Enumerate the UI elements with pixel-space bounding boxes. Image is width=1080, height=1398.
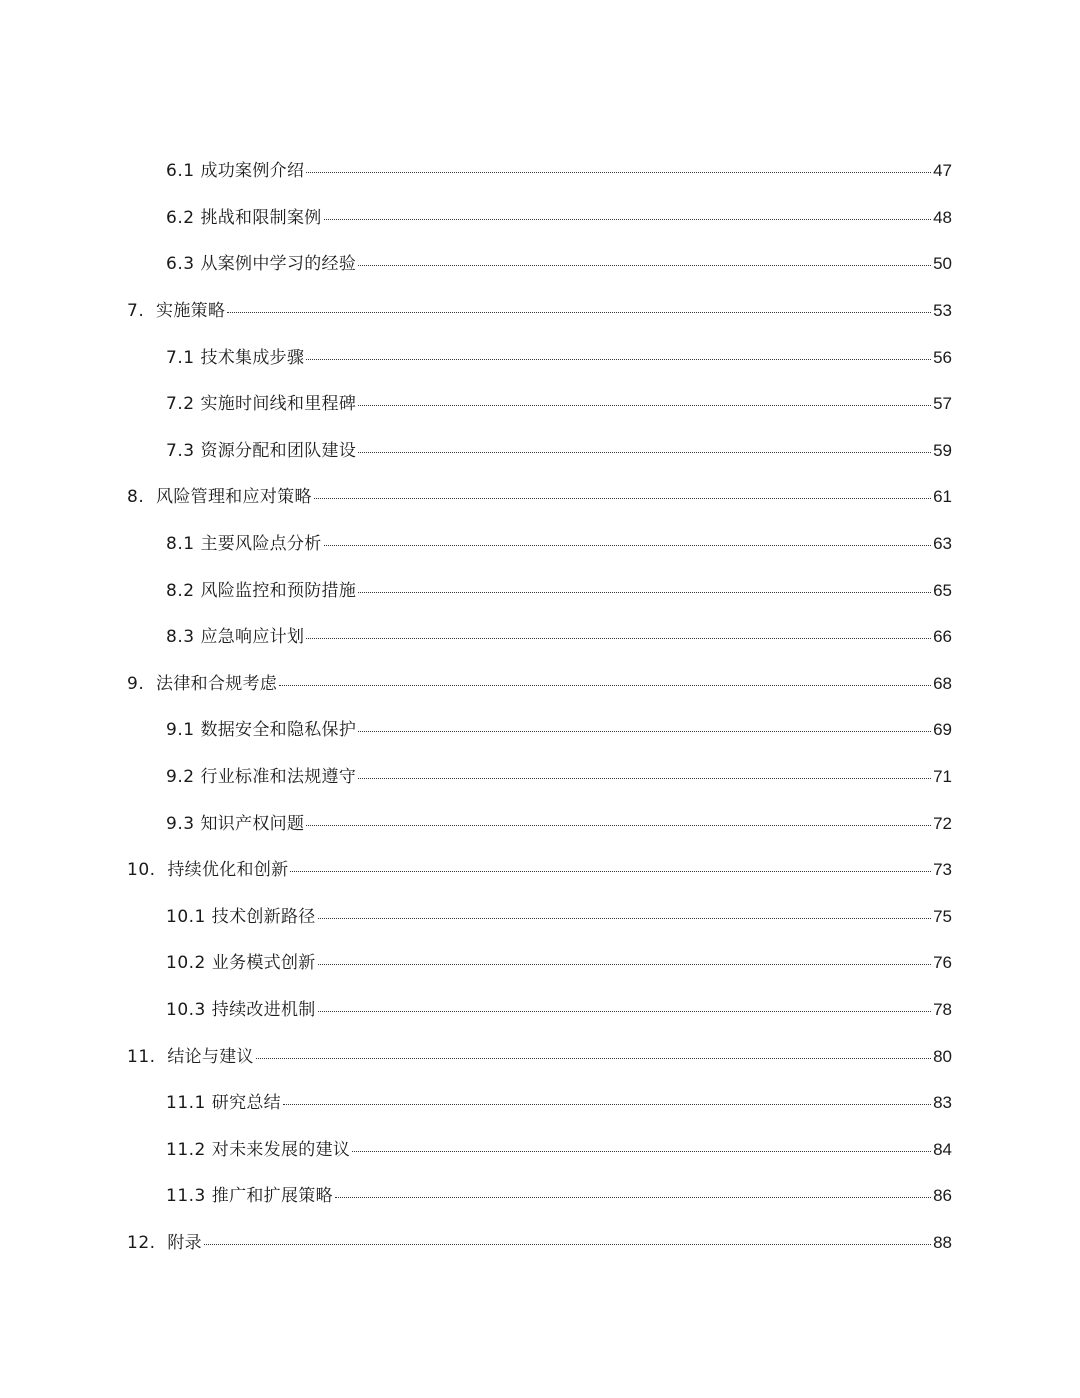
toc-entry-title: 成功案例介绍	[200, 161, 305, 182]
toc-entry-page-number: 61	[933, 487, 952, 507]
toc-dot-leader	[352, 1151, 931, 1152]
toc-entry-number: 6.3	[166, 254, 195, 275]
toc-entry[interactable]	[0, 474, 1080, 521]
toc-entry-number: 11.	[127, 1046, 156, 1067]
toc-entry-line	[166, 908, 952, 926]
toc-entry-line	[127, 675, 952, 693]
toc-entry-number: 11.3	[166, 1186, 206, 1207]
toc-entry[interactable]	[0, 195, 1080, 242]
toc-entry-number: 8.1	[166, 534, 195, 555]
toc-entry-page-number: 59	[933, 440, 952, 460]
toc-entry-page-number: 83	[933, 1093, 952, 1113]
toc-entry[interactable]	[0, 661, 1080, 708]
toc-entry-line	[166, 255, 952, 273]
toc-entry-title: 应急响应计划	[200, 627, 305, 648]
toc-entry-page-number: 84	[933, 1139, 952, 1159]
toc-entry-title: 知识产权问题	[200, 813, 305, 834]
toc-entry-page-number: 68	[933, 673, 952, 693]
toc-entry-number: 8.	[127, 487, 145, 508]
toc-entry-line	[166, 628, 952, 646]
toc-entry-page-number: 66	[933, 627, 952, 647]
toc-entry[interactable]	[0, 987, 1080, 1034]
toc-entry-line	[127, 861, 952, 879]
toc-dot-leader	[318, 918, 932, 919]
toc-dot-leader	[318, 964, 932, 965]
toc-entry-page-number: 86	[933, 1186, 952, 1206]
toc-entry-line	[166, 1141, 952, 1159]
toc-entry-title: 技术集成步骤	[200, 347, 305, 368]
toc-entry-title: 业务模式创新	[211, 953, 316, 974]
toc-entry-number: 10.1	[166, 906, 206, 927]
toc-entry[interactable]	[0, 148, 1080, 195]
toc-entry[interactable]	[0, 940, 1080, 987]
toc-entry-page-number: 48	[933, 207, 952, 227]
toc-entry-title: 技术创新路径	[211, 906, 316, 927]
toc-entry-page-number: 53	[933, 301, 952, 321]
toc-entry-line	[166, 395, 952, 413]
toc-entry[interactable]	[0, 754, 1080, 801]
toc-dot-leader	[358, 731, 931, 732]
toc-entry-number: 8.3	[166, 627, 195, 648]
toc-entry-line	[166, 209, 952, 227]
toc-entry-line	[166, 582, 952, 600]
toc-entry[interactable]	[0, 1080, 1080, 1127]
toc-entry-title: 研究总结	[211, 1093, 281, 1114]
toc-entry-number: 11.2	[166, 1139, 206, 1160]
toc-entry[interactable]	[0, 381, 1080, 428]
toc-entry-title: 推广和扩展策略	[211, 1186, 333, 1207]
toc-entry-spacer	[144, 303, 156, 320]
toc-entry-spacer	[156, 862, 168, 879]
toc-entry-line	[166, 768, 952, 786]
toc-entry-page-number: 69	[933, 720, 952, 740]
toc-dot-leader	[306, 359, 931, 360]
toc-dot-leader	[358, 452, 931, 453]
toc-dot-leader	[324, 545, 932, 546]
toc-entry-line	[166, 1187, 952, 1205]
toc-dot-leader	[318, 1011, 932, 1012]
toc-entry-title: 数据安全和隐私保护	[200, 720, 357, 741]
table-of-contents	[0, 148, 1080, 1266]
toc-dot-leader	[324, 219, 932, 220]
toc-entry-title: 实施时间线和里程碑	[200, 394, 357, 415]
toc-entry-number: 7.3	[166, 440, 195, 461]
toc-entry-page-number: 80	[933, 1046, 952, 1066]
toc-dot-leader	[306, 825, 931, 826]
toc-entry[interactable]	[0, 800, 1080, 847]
toc-entry-line	[166, 442, 952, 460]
toc-entry-page-number: 47	[933, 161, 952, 181]
toc-entry[interactable]	[0, 1033, 1080, 1080]
toc-dot-leader	[314, 498, 931, 499]
toc-entry-title: 主要风险点分析	[200, 534, 322, 555]
toc-dot-leader	[256, 1058, 931, 1059]
toc-entry-number: 11.1	[166, 1093, 206, 1114]
toc-entry-number: 9.	[127, 673, 145, 694]
toc-entry[interactable]	[0, 894, 1080, 941]
toc-entry-page-number: 76	[933, 953, 952, 973]
toc-entry-spacer	[156, 1235, 168, 1252]
toc-entry-line	[166, 815, 952, 833]
toc-dot-leader	[279, 685, 931, 686]
toc-entry-number: 9.2	[166, 767, 195, 788]
toc-entry-title: 法律和合规考虑	[156, 673, 278, 694]
toc-entry-title: 风险监控和预防措施	[200, 580, 357, 601]
toc-entry-line	[166, 349, 952, 367]
toc-entry-title: 从案例中学习的经验	[200, 254, 357, 275]
toc-dot-leader	[358, 592, 931, 593]
toc-entry-spacer	[144, 676, 156, 693]
toc-dot-leader	[335, 1197, 931, 1198]
toc-entry-title: 对未来发展的建议	[211, 1139, 351, 1160]
toc-dot-leader	[306, 172, 931, 173]
toc-entry-page-number: 63	[933, 534, 952, 554]
toc-entry-page-number: 65	[933, 580, 952, 600]
toc-entry-line	[166, 1001, 952, 1019]
toc-dot-leader	[204, 1244, 931, 1245]
toc-entry-number: 9.3	[166, 813, 195, 834]
toc-entry-number: 10.	[127, 860, 156, 881]
toc-entry[interactable]	[0, 567, 1080, 614]
toc-entry-page-number: 72	[933, 813, 952, 833]
toc-entry-line	[127, 1048, 952, 1066]
toc-dot-leader	[358, 778, 931, 779]
toc-entry[interactable]	[0, 428, 1080, 475]
toc-dot-leader	[358, 265, 931, 266]
toc-entry[interactable]	[0, 241, 1080, 288]
toc-entry[interactable]	[0, 847, 1080, 894]
toc-entry-number: 9.1	[166, 720, 195, 741]
toc-entry[interactable]	[0, 288, 1080, 335]
toc-entry[interactable]	[0, 1220, 1080, 1267]
toc-dot-leader	[358, 405, 931, 406]
toc-entry-line	[166, 535, 952, 553]
toc-entry-title: 结论与建议	[167, 1046, 254, 1067]
toc-entry-number: 7.1	[166, 347, 195, 368]
toc-entry-number: 6.2	[166, 207, 195, 228]
toc-entry-line	[166, 1094, 952, 1112]
toc-entry-line	[127, 488, 952, 506]
toc-entry-spacer	[144, 489, 156, 506]
toc-entry-line	[166, 721, 952, 739]
toc-entry[interactable]	[0, 521, 1080, 568]
toc-entry-page-number: 73	[933, 860, 952, 880]
toc-dot-leader	[227, 312, 931, 313]
toc-entry-number: 7.	[127, 301, 145, 322]
toc-dot-leader	[283, 1104, 931, 1105]
toc-entry-title: 行业标准和法规遵守	[200, 767, 357, 788]
toc-entry-page-number: 57	[933, 394, 952, 414]
toc-entry-title: 资源分配和团队建设	[200, 440, 357, 461]
toc-entry-number: 7.2	[166, 394, 195, 415]
toc-entry-number: 6.1	[166, 161, 195, 182]
toc-entry-line	[127, 1234, 952, 1252]
toc-entry-page-number: 78	[933, 999, 952, 1019]
toc-entry[interactable]	[0, 1126, 1080, 1173]
toc-entry-title: 附录	[167, 1232, 202, 1253]
toc-entry-line	[127, 302, 952, 320]
toc-entry[interactable]	[0, 707, 1080, 754]
toc-entry-line	[166, 954, 952, 972]
toc-entry[interactable]	[0, 334, 1080, 381]
toc-entry-title: 持续优化和创新	[167, 860, 289, 881]
toc-entry-spacer	[156, 1049, 168, 1066]
toc-entry-number: 10.2	[166, 953, 206, 974]
toc-entry-page-number: 75	[933, 906, 952, 926]
toc-entry[interactable]	[0, 1173, 1080, 1220]
toc-dot-leader	[290, 871, 931, 872]
toc-entry-title: 风险管理和应对策略	[156, 487, 312, 508]
toc-entry-number: 12.	[127, 1232, 156, 1253]
toc-entry[interactable]	[0, 614, 1080, 661]
toc-entry-line	[166, 162, 952, 180]
toc-entry-title: 持续改进机制	[211, 999, 316, 1020]
toc-entry-page-number: 56	[933, 347, 952, 367]
toc-dot-leader	[306, 638, 931, 639]
toc-entry-page-number: 50	[933, 254, 952, 274]
toc-entry-title: 挑战和限制案例	[200, 207, 322, 228]
toc-entry-page-number: 71	[933, 767, 952, 787]
toc-entry-number: 8.2	[166, 580, 195, 601]
toc-entry-title: 实施策略	[156, 301, 226, 322]
toc-entry-number: 10.3	[166, 999, 206, 1020]
toc-entry-page-number: 88	[933, 1232, 952, 1252]
